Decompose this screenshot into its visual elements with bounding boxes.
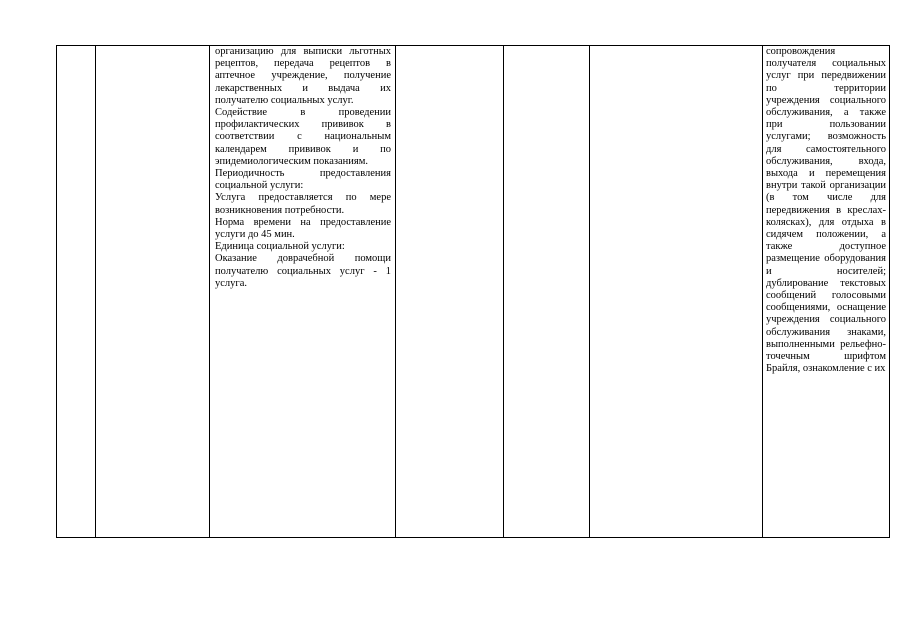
service-description-cell	[210, 46, 396, 538]
description-paragraph-7: Оказание доврачебной помощи получателю социальных услуг - 1 услуга.	[215, 253, 391, 289]
service-name-cell	[96, 46, 210, 538]
services-table	[56, 45, 890, 538]
description-paragraph-1: организацию для выписки льготных рецептов, передача рецептов в аптечное учреждение, получение лекарственных и выдача их получателю социальных услуг.	[215, 46, 391, 106]
empty-cell-5	[504, 46, 590, 538]
empty-cell-6	[590, 46, 763, 538]
conditions-paragraph: сопровождения получателя социальных услуг при передвижении по территории учреждения социального обслуживания, а также при пользовании услугами; возможность для самостоятельного обслуживания, входа, выхода и перемещения внутри такой организации (в том числе для передвижения в креслах-колясках), для отдыха в сидячем положении, а также доступное размещение оборудования и носителей; дублирование текстовых сообщений голосовыми сообщениями, оснащение учреждения социального обслуживания знаками, выполненными рельефно-точечным шрифтом Брайля, ознакомление с их	[766, 46, 886, 375]
description-paragraph-4: Услуга предоставляется по мере возникновения потребности.	[215, 192, 391, 216]
description-paragraph-6: Единица социальной услуги:	[215, 241, 345, 253]
table-row	[57, 46, 890, 538]
description-paragraph-3: Периодичность предоставления социальной услуги:	[215, 168, 391, 192]
description-paragraph-2: Содействие в проведении профилактических прививок в соответствии с национальным календарем прививок и по эпидемиологическим показаниям.	[215, 107, 391, 167]
number-cell	[57, 46, 96, 538]
conditions-cell	[763, 46, 890, 538]
empty-cell-4	[396, 46, 504, 538]
description-paragraph-5: Норма времени на предоставление услуги до 45 мин.	[215, 216, 391, 241]
